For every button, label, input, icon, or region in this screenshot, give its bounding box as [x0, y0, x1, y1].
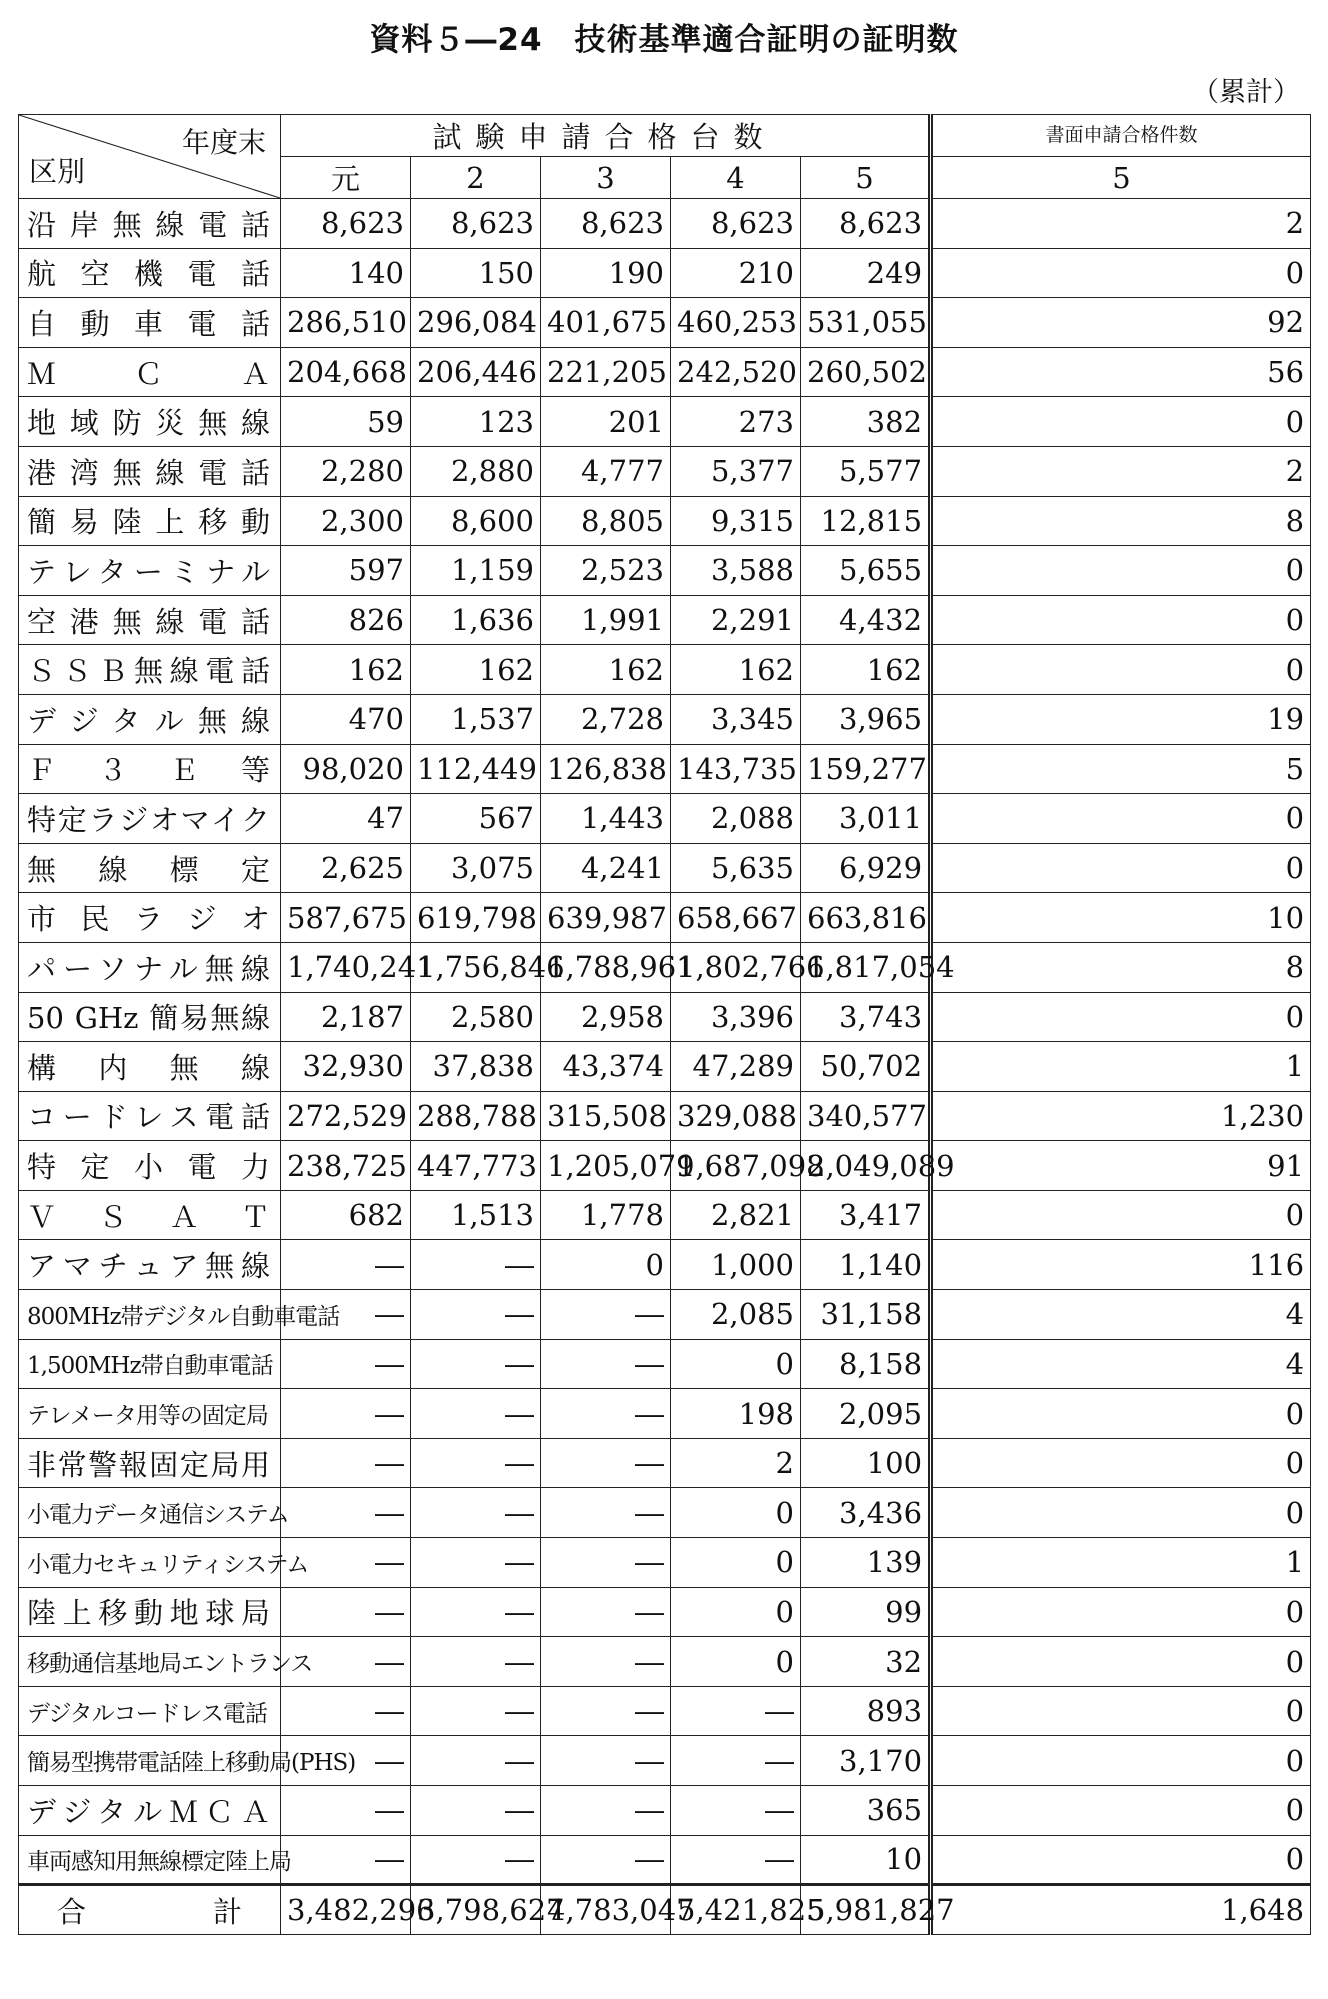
year-header: 元: [281, 157, 411, 199]
count-cell: 567: [411, 794, 541, 844]
row-label: 50 GHz 簡易無線: [19, 992, 281, 1042]
row-label: 特定ラジオマイク: [19, 794, 281, 844]
table-row: [19, 1686, 1311, 1736]
count-cell: 59: [281, 397, 411, 447]
table-row: [19, 1042, 1311, 1092]
count-cell: ―: [411, 1786, 541, 1836]
count-cell: 1,991: [541, 595, 671, 645]
count-cell: ―: [541, 1637, 671, 1687]
count-cell: ―: [411, 1339, 541, 1389]
table-row: [19, 1835, 1311, 1885]
count-cell: 159,277: [801, 744, 931, 794]
count-cell: 1,778: [541, 1190, 671, 1240]
row-label: ＶＳＡＴ: [19, 1190, 281, 1240]
count-cell: 273: [671, 397, 801, 447]
count-cell: 2,625: [281, 843, 411, 893]
row-label: 簡易陸上移動: [19, 496, 281, 546]
docs-cell: 0: [931, 1736, 1311, 1786]
count-cell: ―: [671, 1736, 801, 1786]
count-cell: ―: [411, 1637, 541, 1687]
count-cell: ―: [541, 1438, 671, 1488]
docs-cell: 116: [931, 1240, 1311, 1290]
count-cell: 3,075: [411, 843, 541, 893]
count-cell: 2,187: [281, 992, 411, 1042]
count-cell: 4,777: [541, 446, 671, 496]
count-cell: 47,289: [671, 1042, 801, 1092]
count-cell: 682: [281, 1190, 411, 1240]
docs-year-header: 5: [931, 157, 1311, 199]
count-cell: 460,253: [671, 298, 801, 348]
count-cell: 5,377: [671, 446, 801, 496]
year-header: 5: [801, 157, 931, 199]
docs-cell: 1,230: [931, 1091, 1311, 1141]
count-cell: 619,798: [411, 893, 541, 943]
count-cell: 8,623: [671, 199, 801, 249]
count-cell: 315,508: [541, 1091, 671, 1141]
count-cell: ―: [281, 1786, 411, 1836]
row-label: コードレス電話: [19, 1091, 281, 1141]
table-row: [19, 744, 1311, 794]
count-cell: 162: [411, 645, 541, 695]
count-cell: 288,788: [411, 1091, 541, 1141]
count-cell: 2,958: [541, 992, 671, 1042]
row-label: 陸上移動地球局: [19, 1587, 281, 1637]
table-row: [19, 645, 1311, 695]
row-label: 地域防災無線: [19, 397, 281, 447]
table-row: [19, 1339, 1311, 1389]
row-label: 非常警報固定局用: [19, 1438, 281, 1488]
total-docs-cell: 1,648: [931, 1885, 1311, 1935]
count-cell: 6,929: [801, 843, 931, 893]
count-cell: ―: [541, 1389, 671, 1439]
count-cell: 9,315: [671, 496, 801, 546]
count-cell: 0: [541, 1240, 671, 1290]
table-row: [19, 1290, 1311, 1340]
row-label: 簡易型携帯電話陸上移動局(PHS): [19, 1736, 281, 1786]
table-row: [19, 1488, 1311, 1538]
row-label: 自動車電話: [19, 298, 281, 348]
count-cell: ―: [541, 1290, 671, 1340]
docs-cell: 4: [931, 1339, 1311, 1389]
docs-cell: 0: [931, 1389, 1311, 1439]
count-cell: 50,702: [801, 1042, 931, 1092]
count-cell: 162: [541, 645, 671, 695]
docs-cell: 1: [931, 1538, 1311, 1588]
count-cell: ―: [541, 1538, 671, 1588]
count-cell: 2: [671, 1438, 801, 1488]
count-cell: ―: [541, 1339, 671, 1389]
count-cell: 112,449: [411, 744, 541, 794]
certification-table: [18, 114, 1311, 1935]
count-cell: 2,088: [671, 794, 801, 844]
count-cell: ―: [281, 1736, 411, 1786]
count-cell: 162: [801, 645, 931, 695]
count-cell: 2,821: [671, 1190, 801, 1240]
count-cell: 150: [411, 248, 541, 298]
count-cell: ―: [281, 1686, 411, 1736]
row-label: 空港無線電話: [19, 595, 281, 645]
count-cell: 1,687,098: [671, 1141, 801, 1191]
count-cell: 0: [671, 1538, 801, 1588]
docs-cell: 0: [931, 843, 1311, 893]
year-end-label: 年度末: [181, 126, 266, 159]
count-cell: 3,965: [801, 694, 931, 744]
count-cell: 1,756,846: [411, 942, 541, 992]
count-cell: 139: [801, 1538, 931, 1588]
count-cell: 1,802,766: [671, 942, 801, 992]
count-cell: ―: [281, 1835, 411, 1885]
docs-cell: 56: [931, 347, 1311, 397]
total-row: [19, 1885, 1311, 1935]
count-cell: 8,623: [411, 199, 541, 249]
docs-cell: 8: [931, 496, 1311, 546]
count-cell: 2,880: [411, 446, 541, 496]
count-cell: 639,987: [541, 893, 671, 943]
count-cell: 893: [801, 1686, 931, 1736]
count-cell: ―: [281, 1389, 411, 1439]
count-cell: 401,675: [541, 298, 671, 348]
count-cell: 47: [281, 794, 411, 844]
count-cell: 3,588: [671, 546, 801, 596]
count-cell: 470: [281, 694, 411, 744]
count-cell: ―: [671, 1686, 801, 1736]
docs-cell: 0: [931, 1786, 1311, 1836]
table-row: [19, 496, 1311, 546]
count-cell: 1,000: [671, 1240, 801, 1290]
docs-cell: 0: [931, 1438, 1311, 1488]
count-cell: 0: [671, 1637, 801, 1687]
total-cell: 5,421,825: [671, 1885, 801, 1935]
count-cell: 1,636: [411, 595, 541, 645]
count-cell: 123: [411, 397, 541, 447]
count-cell: 2,728: [541, 694, 671, 744]
table-row: [19, 546, 1311, 596]
row-label: デジタル無線: [19, 694, 281, 744]
row-label: アマチュア無線: [19, 1240, 281, 1290]
count-cell: 201: [541, 397, 671, 447]
row-label: 特定小電力: [19, 1141, 281, 1191]
category-label: 区別: [29, 155, 86, 188]
count-cell: 5,655: [801, 546, 931, 596]
count-cell: 1,788,961: [541, 942, 671, 992]
table-row: [19, 1587, 1311, 1637]
count-cell: 1,740,241: [281, 942, 411, 992]
docs-cell: 8: [931, 942, 1311, 992]
row-label: テレメータ用等の固定局: [19, 1389, 281, 1439]
row-label: ＳＳＢ無線電話: [19, 645, 281, 695]
count-cell: 8,623: [801, 199, 931, 249]
count-cell: 1,537: [411, 694, 541, 744]
count-cell: 198: [671, 1389, 801, 1439]
table-row: [19, 199, 1311, 249]
count-cell: 0: [671, 1587, 801, 1637]
count-cell: 8,158: [801, 1339, 931, 1389]
docs-cell: 1: [931, 1042, 1311, 1092]
count-cell: ―: [281, 1290, 411, 1340]
table-row: [19, 1389, 1311, 1439]
count-cell: ―: [541, 1587, 671, 1637]
count-cell: 43,374: [541, 1042, 671, 1092]
count-cell: 3,011: [801, 794, 931, 844]
total-cell: 5,981,827: [801, 1885, 931, 1935]
count-cell: ―: [411, 1736, 541, 1786]
count-cell: 658,667: [671, 893, 801, 943]
docs-cell: 92: [931, 298, 1311, 348]
year-header: 3: [541, 157, 671, 199]
count-cell: 531,055: [801, 298, 931, 348]
count-cell: 204,668: [281, 347, 411, 397]
count-cell: 329,088: [671, 1091, 801, 1141]
count-cell: 5,577: [801, 446, 931, 496]
count-cell: 8,623: [281, 199, 411, 249]
count-cell: ―: [411, 1538, 541, 1588]
count-cell: 4,241: [541, 843, 671, 893]
count-cell: 2,291: [671, 595, 801, 645]
count-cell: 1,159: [411, 546, 541, 596]
table-row: [19, 694, 1311, 744]
count-cell: 206,446: [411, 347, 541, 397]
table-row: [19, 1786, 1311, 1836]
count-cell: 12,815: [801, 496, 931, 546]
count-cell: ―: [411, 1389, 541, 1439]
corner-header-cell: [19, 115, 281, 199]
count-cell: 37,838: [411, 1042, 541, 1092]
count-cell: ―: [281, 1587, 411, 1637]
table-row: [19, 942, 1311, 992]
row-label: 市民ラジオ: [19, 893, 281, 943]
docs-cell: 0: [931, 1686, 1311, 1736]
count-cell: 1,205,079: [541, 1141, 671, 1191]
row-label: デジタルＭＣＡ: [19, 1786, 281, 1836]
docs-cell: 0: [931, 595, 1311, 645]
row-label: デジタルコードレス電話: [19, 1686, 281, 1736]
table-row: [19, 1736, 1311, 1786]
year-header: 4: [671, 157, 801, 199]
count-cell: 0: [671, 1339, 801, 1389]
count-cell: 100: [801, 1438, 931, 1488]
table-row: [19, 1538, 1311, 1588]
docs-cell: 91: [931, 1141, 1311, 1191]
count-cell: 3,170: [801, 1736, 931, 1786]
count-cell: 826: [281, 595, 411, 645]
docs-cell: 2: [931, 199, 1311, 249]
count-cell: 2,580: [411, 992, 541, 1042]
count-cell: 3,743: [801, 992, 931, 1042]
row-label: 航空機電話: [19, 248, 281, 298]
table-row: [19, 298, 1311, 348]
table-row: [19, 1438, 1311, 1488]
count-cell: ―: [671, 1835, 801, 1885]
count-cell: 296,084: [411, 298, 541, 348]
count-cell: 4,432: [801, 595, 931, 645]
count-cell: ―: [671, 1786, 801, 1836]
count-cell: 365: [801, 1786, 931, 1836]
docs-cell: 0: [931, 1637, 1311, 1687]
total-cell: 4,783,047: [541, 1885, 671, 1935]
docs-cell: 0: [931, 992, 1311, 1042]
docs-cell: 5: [931, 744, 1311, 794]
count-cell: 2,085: [671, 1290, 801, 1340]
docs-cell: 19: [931, 694, 1311, 744]
docs-cell: 0: [931, 1190, 1311, 1240]
row-label: 移動通信基地局エントランス: [19, 1637, 281, 1687]
page-title: 資料５―24 技術基準適合証明の証明数: [369, 22, 959, 58]
count-cell: 597: [281, 546, 411, 596]
count-cell: 190: [541, 248, 671, 298]
count-cell: 31,158: [801, 1290, 931, 1340]
total-label: 合計: [19, 1885, 281, 1935]
count-cell: 1,140: [801, 1240, 931, 1290]
count-cell: 260,502: [801, 347, 931, 397]
count-cell: 2,523: [541, 546, 671, 596]
count-cell: ―: [411, 1290, 541, 1340]
table-row: [19, 397, 1311, 447]
total-cell: 3,482,296: [281, 1885, 411, 1935]
count-cell: 3,436: [801, 1488, 931, 1538]
count-cell: 1,513: [411, 1190, 541, 1240]
row-label: 800MHz帯デジタル自動車電話: [19, 1290, 281, 1340]
count-cell: 2,300: [281, 496, 411, 546]
row-label: Ｆ３Ｅ等: [19, 744, 281, 794]
count-cell: ―: [281, 1339, 411, 1389]
table-row: [19, 248, 1311, 298]
count-cell: 32,930: [281, 1042, 411, 1092]
count-cell: ―: [281, 1538, 411, 1588]
count-cell: 162: [281, 645, 411, 695]
count-cell: 221,205: [541, 347, 671, 397]
count-cell: 2,049,089: [801, 1141, 931, 1191]
row-label: 小電力セキュリティシステム: [19, 1538, 281, 1588]
count-cell: 143,735: [671, 744, 801, 794]
count-cell: 10: [801, 1835, 931, 1885]
count-cell: 447,773: [411, 1141, 541, 1191]
count-cell: ―: [411, 1488, 541, 1538]
docs-cell: 0: [931, 645, 1311, 695]
row-label: パーソナル無線: [19, 942, 281, 992]
count-cell: 8,623: [541, 199, 671, 249]
count-cell: 98,020: [281, 744, 411, 794]
table-row: [19, 794, 1311, 844]
count-cell: ―: [541, 1488, 671, 1538]
count-cell: 140: [281, 248, 411, 298]
table-row: [19, 347, 1311, 397]
count-cell: 663,816: [801, 893, 931, 943]
table-row: [19, 595, 1311, 645]
count-cell: ―: [541, 1835, 671, 1885]
count-cell: 242,520: [671, 347, 801, 397]
table-row: [19, 1141, 1311, 1191]
table-row: [19, 1190, 1311, 1240]
row-label: 無線標定: [19, 843, 281, 893]
count-cell: 587,675: [281, 893, 411, 943]
count-cell: 382: [801, 397, 931, 447]
row-label: 構内無線: [19, 1042, 281, 1092]
count-cell: 272,529: [281, 1091, 411, 1141]
count-cell: 126,838: [541, 744, 671, 794]
docs-header: 書面申請合格件数: [931, 115, 1311, 157]
count-cell: 99: [801, 1587, 931, 1637]
table-row: [19, 446, 1311, 496]
count-cell: 340,577: [801, 1091, 931, 1141]
table-row: [19, 1091, 1311, 1141]
docs-cell: 0: [931, 1488, 1311, 1538]
count-cell: 1,817,054: [801, 942, 931, 992]
count-cell: 3,417: [801, 1190, 931, 1240]
total-cell: 3,798,627: [411, 1885, 541, 1935]
docs-cell: 2: [931, 446, 1311, 496]
count-cell: 5,635: [671, 843, 801, 893]
row-label: 港湾無線電話: [19, 446, 281, 496]
count-cell: ―: [411, 1438, 541, 1488]
count-cell: ―: [411, 1835, 541, 1885]
docs-cell: 0: [931, 794, 1311, 844]
count-cell: ―: [281, 1637, 411, 1687]
count-cell: 210: [671, 248, 801, 298]
count-cell: 8,600: [411, 496, 541, 546]
count-cell: ―: [281, 1488, 411, 1538]
count-cell: ―: [411, 1587, 541, 1637]
count-cell: 32: [801, 1637, 931, 1687]
count-cell: 238,725: [281, 1141, 411, 1191]
row-label: 沿岸無線電話: [19, 199, 281, 249]
table-row: [19, 992, 1311, 1042]
count-cell: ―: [541, 1736, 671, 1786]
table-row: [19, 843, 1311, 893]
count-cell: ―: [281, 1438, 411, 1488]
row-label: 車両感知用無線標定陸上局: [19, 1835, 281, 1885]
docs-cell: 0: [931, 397, 1311, 447]
cumulative-note: （累計）: [1192, 77, 1300, 108]
docs-cell: 0: [931, 1835, 1311, 1885]
count-cell: 286,510: [281, 298, 411, 348]
table-row: [19, 1637, 1311, 1687]
docs-cell: 10: [931, 893, 1311, 943]
count-cell: ―: [281, 1240, 411, 1290]
count-cell: ―: [411, 1240, 541, 1290]
count-cell: 8,805: [541, 496, 671, 546]
row-label: ＭＣＡ: [19, 347, 281, 397]
count-cell: 0: [671, 1488, 801, 1538]
docs-cell: 0: [931, 546, 1311, 596]
count-cell: 162: [671, 645, 801, 695]
year-header: 2: [411, 157, 541, 199]
count-cell: 1,443: [541, 794, 671, 844]
count-cell: ―: [541, 1786, 671, 1836]
count-cell: 249: [801, 248, 931, 298]
count-cell: 3,345: [671, 694, 801, 744]
count-cell: 3,396: [671, 992, 801, 1042]
count-cell: ―: [541, 1686, 671, 1736]
table-row: [19, 1240, 1311, 1290]
count-cell: 2,280: [281, 446, 411, 496]
row-label: 小電力データ通信システム: [19, 1488, 281, 1538]
docs-cell: 0: [931, 248, 1311, 298]
docs-cell: 4: [931, 1290, 1311, 1340]
count-cell: ―: [411, 1686, 541, 1736]
table-row: [19, 893, 1311, 943]
group-header: 試験申請合格台数: [281, 115, 931, 157]
row-label: テレターミナル: [19, 546, 281, 596]
docs-cell: 0: [931, 1587, 1311, 1637]
row-label: 1,500MHz帯自動車電話: [19, 1339, 281, 1389]
count-cell: 2,095: [801, 1389, 931, 1439]
